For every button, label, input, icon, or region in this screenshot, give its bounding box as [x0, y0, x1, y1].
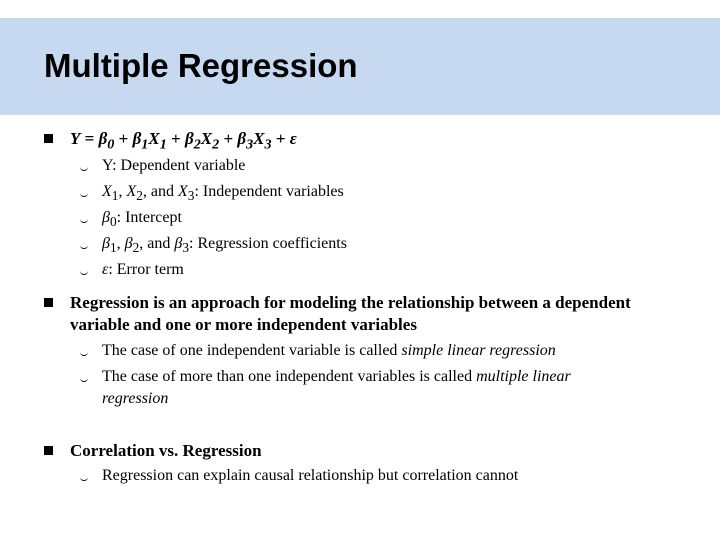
arc-bullet-icon [80, 189, 88, 197]
square-bullet-icon [44, 134, 53, 143]
arc-bullet-icon [80, 348, 88, 356]
slide-title: Multiple Regression [44, 47, 358, 84]
arc-bullet-icon [80, 374, 88, 382]
regression-equation: $Y = \beta_0 + \beta_1X_1 + \beta_2X_2 + \beta_3X_3 + \varepsilon$ [70, 129, 297, 153]
square-bullet-icon [44, 298, 53, 307]
arc-bullet-icon [80, 473, 88, 481]
arc-bullet-icon [80, 241, 88, 249]
square-bullet-icon [44, 446, 53, 455]
arc-bullet-icon [80, 215, 88, 223]
arc-bullet-icon [80, 267, 88, 275]
arc-bullet-icon [80, 163, 88, 171]
